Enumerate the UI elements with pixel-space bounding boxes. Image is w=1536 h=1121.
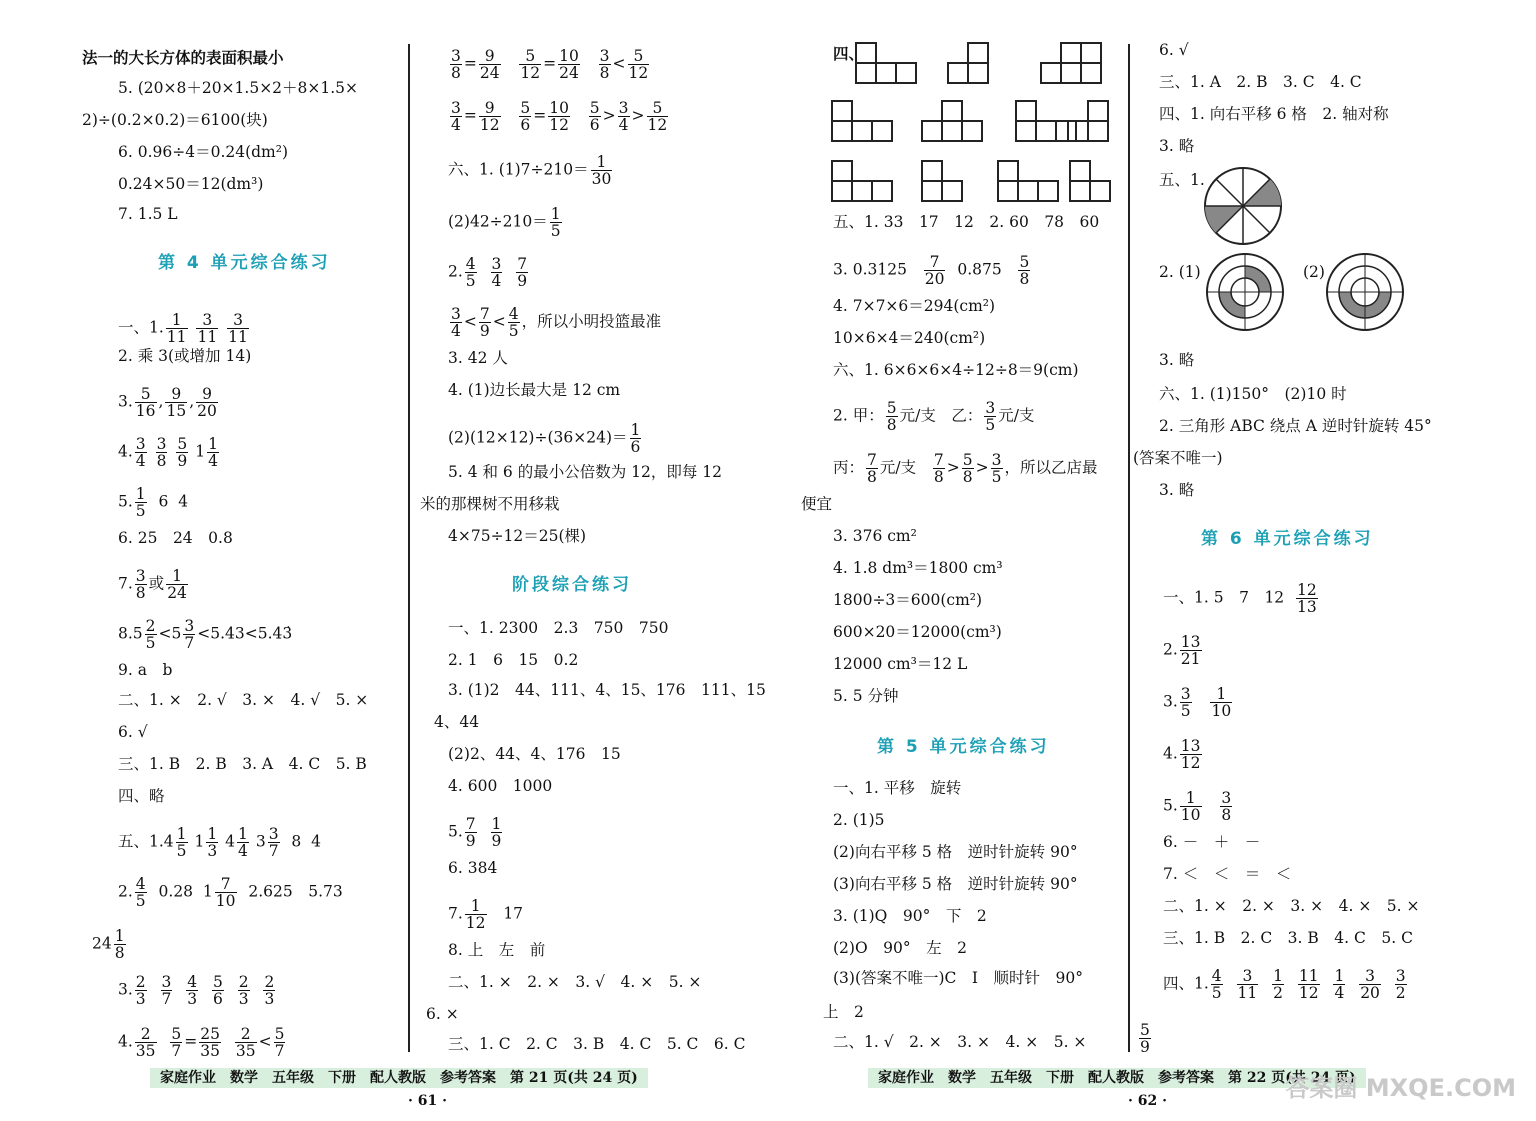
answer-line: $\frac{3}{4}$ < $\frac{7}{9}$ < $\frac{4}{5}$ ，所以小明投篮最准 (451, 305, 662, 340)
answer-line: 六、1. 6×6×6×4÷12÷8＝9(cm) (833, 361, 1079, 379)
answer-line: 5. 5 分钟 (833, 687, 899, 705)
answer-line: (2)2、44、4、176 15 (448, 745, 621, 763)
text-line: 法一的大长方体的表面积最小 (82, 48, 284, 67)
net-figures (855, 42, 1145, 202)
text-line: 7. 1.5 L (118, 205, 178, 223)
answer-line: 便宜 (801, 495, 833, 513)
answer-line: 3. (1)2 44、111、4、15、176 111、15 (448, 681, 766, 699)
answer-line: 丙： $\frac{7}{8}$ 元/支 $\frac{7}{8}$ > $\frac{5}{8}$ > $\frac{3}{5}$ ，所以乙店最 (833, 451, 1098, 486)
answer-line: 4. $\frac{3}{4}$ $\frac{3}{8}$ $\frac{5}{9}$ 1 $\frac{1}{4}$ (118, 435, 218, 470)
answer-line: 一、1. 平移 旋转 (833, 779, 962, 797)
answer-line: 2. $\frac{4}{5}$ 0.28 1 $\frac{7}{10}$ 2.625 5.73 (118, 875, 343, 910)
page-number-left: · 61 · (408, 1093, 447, 1109)
answer-line: 六、1. (1)7÷210＝ $\frac{1}{30}$ (448, 153, 612, 188)
section-heading: 第 6 单元综合练习 (1201, 529, 1374, 549)
answer-line: 6. 384 (448, 859, 498, 877)
answer-line: 二、1. × 2. × 3. √ 4. × 5. × (448, 973, 702, 991)
answer-line: $\frac{3}{4}$ = $\frac{9}{12}$ $\frac{5}{6}$ = $\frac{10}{12}$ $\frac{5}{6}$ > $\frac{3}{4}$ > $\frac{5}{12}$ (451, 99, 668, 134)
footer-left: 家庭作业 数学 五年级 下册 配人教版 参考答案 第 21 页(共 24 页) (150, 1068, 648, 1088)
answer-line: 四、 (833, 44, 865, 63)
text-line: 6. 0.96÷4＝0.24(dm²) (118, 143, 289, 161)
answer-line: (2)O 90° 左 2 (833, 939, 967, 957)
answer-line: $\frac{5}{9}$ (1140, 1021, 1150, 1056)
answer-line: 4. 600 1000 (448, 777, 553, 795)
answer-line: (2) (1303, 263, 1325, 281)
answer-line: 1800÷3＝600(cm²) (833, 591, 983, 609)
circle-figure (1203, 166, 1283, 246)
answer-line: 米的那棵树不用移栽 (420, 495, 560, 513)
answer-line: 3. 略 (1159, 137, 1195, 155)
answer-line: (3)(答案不唯一)C I 顺时针 90° (833, 969, 1084, 987)
answer-line: 600×20＝12000(cm³) (833, 623, 1002, 641)
answer-line: 四、1. 向右平移 6 格 2. 轴对称 (1159, 105, 1389, 123)
answer-line: 5. $\frac{7}{9}$ $\frac{1}{9}$ (448, 815, 502, 850)
answer-line: 4. $\frac{2}{35}$ $\frac{5}{7}$ = $\frac{25}{35}$ $\frac{2}{35}$ < $\frac{5}{7}$ (118, 1025, 285, 1060)
answer-line: 5. 4 和 6 的最小公倍数为 12，即每 12 (448, 463, 723, 481)
answer-line: 一、1. 5 7 12 $\frac{12}{13}$ (1163, 581, 1317, 616)
answer-line: $\frac{3}{8}$ = $\frac{9}{24}$ $\frac{5}{12}$ = $\frac{10}{24}$ $\frac{3}{8}$ < $\frac{5}{12}$ (451, 47, 649, 82)
answer-line: 三、1. C 2. C 3. B 4. C 5. C 6. C (448, 1035, 746, 1053)
answer-line: 二、1. × 2. × 3. × 4. × 5. × (1163, 897, 1420, 915)
answer-line: 6. － ＋ － (1163, 833, 1261, 851)
section-heading: 阶段综合练习 (512, 575, 632, 595)
answer-line: 4. 1.8 dm³＝1800 cm³ (833, 559, 1003, 577)
answer-line: 9. a b (118, 661, 173, 679)
answer-line: 3. $\frac{2}{3}$ $\frac{3}{7}$ $\frac{4}{3}$ $\frac{5}{6}$ $\frac{2}{3}$ $\frac{2}{3}$ (118, 973, 275, 1008)
answer-line: 二、1. × 2. √ 3. × 4. √ 5. × (118, 691, 369, 709)
answer-line: 6. × (426, 1005, 459, 1023)
answer-line: 3. 42 人 (448, 349, 508, 367)
answer-line: 4、44 (434, 713, 480, 731)
answer-line: 3. (1)Q 90° 下 2 (833, 907, 987, 925)
answer-line: 10×6×4＝240(cm²) (833, 329, 986, 347)
answer-line: 6. √ (1159, 41, 1189, 59)
answer-line: 3. 0.3125 $\frac{7}{20}$ 0.875 $\frac{5}{8}$ (833, 253, 1030, 288)
answer-line: 8. 上 左 前 (448, 941, 546, 959)
answer-line: 4. (1)边长最大是 12 cm (448, 381, 621, 399)
page-number-right: · 62 · (1128, 1093, 1167, 1109)
answer-line: (2)向右平移 5 格 逆时针旋转 90° (833, 843, 1078, 861)
answer-line: 2. $\frac{13}{21}$ (1163, 633, 1201, 668)
ring-figure-1 (1205, 252, 1285, 332)
answer-line: 6. 25 24 0.8 (118, 529, 233, 547)
answer-line: 4×75÷12＝25(棵) (448, 527, 587, 545)
answer-line: 一、1. 2300 2.3 750 750 (448, 619, 669, 637)
answer-line: 2. (1)5 (833, 811, 885, 829)
answer-line: 2. 1 6 15 0.2 (448, 651, 579, 669)
answer-line: 4. $\frac{13}{12}$ (1163, 737, 1201, 772)
answer-line: 5. $\frac{1}{10}$ $\frac{3}{8}$ (1163, 789, 1232, 824)
text-line: 2)÷(0.2×0.2)＝6100(块) (82, 111, 268, 129)
answer-line: 二、1. √ 2. × 3. × 4. × 5. × (833, 1033, 1087, 1051)
answer-line: 上 2 (823, 1003, 864, 1021)
answer-line: 24 $\frac{1}{8}$ (92, 927, 125, 962)
answer-line: 7. $\frac{3}{8}$ 或 $\frac{1}{24}$ (118, 567, 187, 602)
answer-line: 三、1. A 2. B 3. C 4. C (1159, 73, 1362, 91)
ring-figure-2 (1325, 252, 1405, 332)
answer-line: 3. 376 cm² (833, 527, 917, 545)
answer-line: 2. 乘 3(或增加 14) (118, 347, 252, 365)
answer-line: 2. (1) (1159, 263, 1201, 281)
answer-line: 五、1. (1159, 171, 1205, 189)
column-divider-left (408, 44, 410, 1052)
answer-line: 2. 三角形 ABC 绕点 A 逆时针旋转 45° (1159, 417, 1432, 435)
answer-line: 2. 甲： $\frac{5}{8}$ 元/支 乙： $\frac{3}{5}$ 元/支 (833, 399, 1035, 434)
answer-line: 五、1. 33 17 12 2. 60 78 60 (833, 213, 1100, 231)
answer-line: 6. √ (118, 723, 148, 741)
answer-line: 五、1.4 $\frac{1}{5}$ 1 $\frac{1}{3}$ 4 $\frac{1}{4}$ 3 $\frac{3}{7}$ 8 4 (118, 825, 321, 860)
answer-line: (2)42÷210＝ $\frac{1}{5}$ (448, 205, 561, 240)
answer-line: 7. $\frac{1}{12}$ 17 (448, 897, 524, 932)
answer-line: 六、1. (1)150° (2)10 时 (1159, 385, 1347, 403)
answer-line: (3)向右平移 5 格 逆时针旋转 90° (833, 875, 1078, 893)
answer-line: 3. $\frac{3}{5}$ $\frac{1}{10}$ (1163, 685, 1232, 720)
answer-line: 三、1. B 2. C 3. B 4. C 5. C (1163, 929, 1413, 947)
answer-line: 四、1. $\frac{4}{5}$ $\frac{3}{11}$ $\frac{1}{2}$ $\frac{11}{12}$ $\frac{1}{4}$ $\frac{3}{20}$ $\frac{3}{2}$ (1163, 967, 1406, 1002)
answer-line: 3. 略 (1159, 351, 1195, 369)
answer-line: 3. $\frac{5}{16}$ , $\frac{9}{15}$ , $\frac{9}{20}$ (118, 385, 217, 420)
section-heading: 第 4 单元综合练习 (158, 253, 331, 273)
answer-line: 一、1. $\frac{1}{11}$ $\frac{3}{11}$ $\frac{3}{11}$ (118, 311, 248, 346)
answer-line: (2)(12×12)÷(36×24)＝ $\frac{1}{6}$ (448, 421, 641, 456)
answer-line: 三、1. B 2. B 3. A 4. C 5. B (118, 755, 367, 773)
footer-right: 家庭作业 数学 五年级 下册 配人教版 参考答案 第 22 页(共 24 页) (868, 1068, 1366, 1088)
answer-line: 12000 cm³＝12 L (833, 655, 968, 673)
answer-line: 3. 略 (1159, 481, 1195, 499)
text-line: 5. (20×8＋20×1.5×2＋8×1.5× (118, 79, 359, 97)
answer-line: 7. ＜ ＜ ＝ ＜ (1163, 865, 1292, 883)
answer-line: 5. $\frac{1}{5}$ 6 4 (118, 485, 189, 520)
watermark: 答案圈 MXQE.COM (1285, 1074, 1516, 1102)
text-line: 0.24×50＝12(dm³) (118, 175, 264, 193)
answer-line: 2. $\frac{4}{5}$ $\frac{3}{4}$ $\frac{7}{9}$ (448, 255, 528, 290)
answer-line: 四、略 (118, 787, 165, 805)
section-heading: 第 5 单元综合练习 (877, 737, 1050, 757)
answer-line: 8.5 $\frac{2}{5}$ <5 $\frac{3}{7}$ <5.43<5.43̇ (118, 617, 293, 652)
answer-line: 4. 7×7×6＝294(cm²) (833, 297, 996, 315)
answer-line: (答案不唯一) (1133, 449, 1223, 467)
